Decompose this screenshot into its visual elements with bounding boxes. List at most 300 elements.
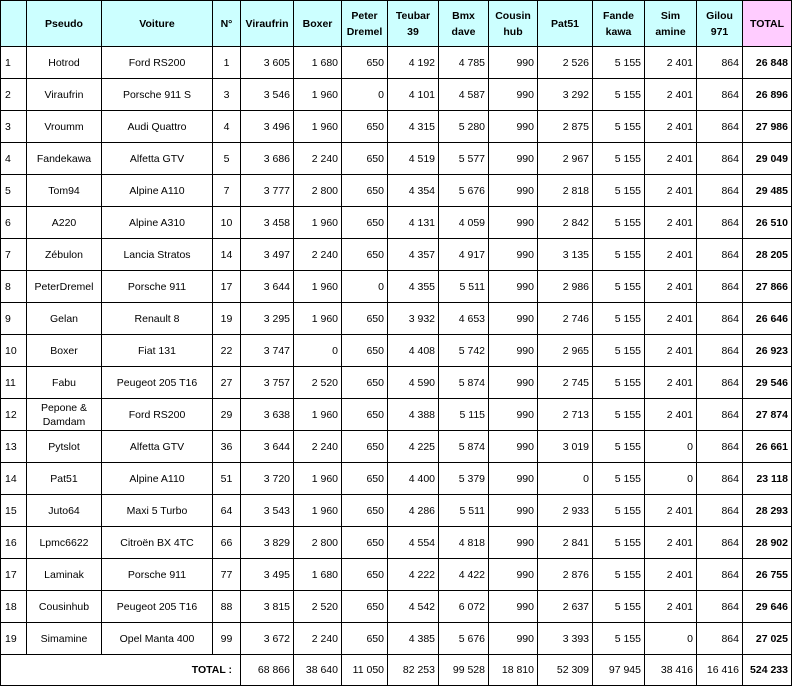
pat51-cell: 2 986: [538, 271, 593, 303]
sim-amine-cell: 2 401: [645, 559, 697, 591]
sim-amine-cell: 2 401: [645, 527, 697, 559]
pat51-cell: 2 965: [538, 335, 593, 367]
bmx-dave-cell: 5 379: [439, 463, 489, 495]
gilou971-total: 16 416: [697, 655, 743, 686]
viraufrin-total: 68 866: [241, 655, 294, 686]
car-cell: Ford RS200: [102, 47, 213, 79]
peter-dremel-cell: 650: [342, 623, 388, 655]
viraufrin-cell: 3 495: [241, 559, 294, 591]
peter-dremel-cell: 0: [342, 271, 388, 303]
rank-cell: 2: [1, 79, 27, 111]
car-cell: Lancia Stratos: [102, 239, 213, 271]
bmx-dave-cell: 5 874: [439, 367, 489, 399]
pseudo-cell: Boxer: [27, 335, 102, 367]
bmx-dave-header: Bmx dave: [439, 1, 489, 47]
viraufrin-cell: 3 543: [241, 495, 294, 527]
car-number-cell: 1: [213, 47, 241, 79]
bmx-dave-total: 99 528: [439, 655, 489, 686]
fande-kawa-cell: 5 155: [593, 239, 645, 271]
rank-cell: 19: [1, 623, 27, 655]
teubar39-total: 82 253: [388, 655, 439, 686]
cousin-hub-cell: 990: [489, 111, 538, 143]
pat51-cell: 2 842: [538, 207, 593, 239]
sim-amine-cell: 2 401: [645, 111, 697, 143]
total-cell: 26 646: [743, 303, 792, 335]
rank-cell: 17: [1, 559, 27, 591]
fande-kawa-cell: 5 155: [593, 303, 645, 335]
peter-dremel-cell: 650: [342, 527, 388, 559]
bmx-dave-cell: 5 511: [439, 271, 489, 303]
pseudo-cell: Fandekawa: [27, 143, 102, 175]
peter-dremel-cell: 650: [342, 591, 388, 623]
bmx-dave-cell: 5 676: [439, 623, 489, 655]
table-row: [1, 79, 792, 111]
total-cell: 23 118: [743, 463, 792, 495]
fande-kawa-cell: 5 155: [593, 47, 645, 79]
total-header: TOTAL: [743, 1, 792, 47]
sim-amine-cell: 0: [645, 431, 697, 463]
pseudo-cell: Hotrod: [27, 47, 102, 79]
bmx-dave-cell: 5 115: [439, 399, 489, 431]
sim-amine-cell: 2 401: [645, 303, 697, 335]
gilou971-header: Gilou 971: [697, 1, 743, 47]
peter-dremel-cell: 650: [342, 207, 388, 239]
teubar39-header: Teubar 39: [388, 1, 439, 47]
table-body: [1, 47, 792, 655]
pat51-cell: 3 135: [538, 239, 593, 271]
teubar39-cell: 4 542: [388, 591, 439, 623]
gilou971-cell: 864: [697, 591, 743, 623]
gilou971-cell: 864: [697, 239, 743, 271]
bmx-dave-cell: 5 874: [439, 431, 489, 463]
gilou971-cell: 864: [697, 495, 743, 527]
car-cell: Renault 8: [102, 303, 213, 335]
boxer-cell: 1 960: [294, 399, 342, 431]
car-number-cell: 3: [213, 79, 241, 111]
sim-amine-cell: 2 401: [645, 239, 697, 271]
pseudo-cell: Zébulon: [27, 239, 102, 271]
fande-kawa-cell: 5 155: [593, 367, 645, 399]
car-cell: Alpine A110: [102, 463, 213, 495]
viraufrin-cell: 3 458: [241, 207, 294, 239]
peter-dremel-header: Peter Dremel: [342, 1, 388, 47]
fande-kawa-cell: 5 155: [593, 623, 645, 655]
bmx-dave-cell: 5 577: [439, 143, 489, 175]
car-number-cell: 77: [213, 559, 241, 591]
teubar39-cell: 4 286: [388, 495, 439, 527]
viraufrin-cell: 3 829: [241, 527, 294, 559]
peter-dremel-cell: 650: [342, 399, 388, 431]
car-number-cell: 4: [213, 111, 241, 143]
totals-spacer: [1, 655, 27, 686]
peter-dremel-cell: 650: [342, 495, 388, 527]
viraufrin-cell: 3 757: [241, 367, 294, 399]
bmx-dave-cell: 5 511: [439, 495, 489, 527]
sim-amine-cell: 2 401: [645, 79, 697, 111]
car-cell: Opel Manta 400: [102, 623, 213, 655]
total-cell: 27 025: [743, 623, 792, 655]
cousin-hub-cell: 990: [489, 271, 538, 303]
fande-kawa-header: Fande kawa: [593, 1, 645, 47]
table-row: [1, 207, 792, 239]
car-cell: Alfetta GTV: [102, 143, 213, 175]
gilou971-cell: 864: [697, 463, 743, 495]
boxer-cell: 2 800: [294, 527, 342, 559]
viraufrin-cell: 3 644: [241, 271, 294, 303]
car-cell: Peugeot 205 T16: [102, 591, 213, 623]
pseudo-cell: Laminak: [27, 559, 102, 591]
teubar39-cell: 4 400: [388, 463, 439, 495]
teubar39-cell: 3 932: [388, 303, 439, 335]
pat51-cell: 2 933: [538, 495, 593, 527]
boxer-cell: 1 960: [294, 495, 342, 527]
teubar39-cell: 4 315: [388, 111, 439, 143]
cousin-hub-cell: 990: [489, 527, 538, 559]
viraufrin-cell: 3 638: [241, 399, 294, 431]
fande-kawa-cell: 5 155: [593, 591, 645, 623]
viraufrin-cell: 3 747: [241, 335, 294, 367]
pat51-cell: 2 875: [538, 111, 593, 143]
car-cell: Alpine A310: [102, 207, 213, 239]
peter-dremel-cell: 650: [342, 431, 388, 463]
rank-cell: 1: [1, 47, 27, 79]
pat51-cell: 3 019: [538, 431, 593, 463]
boxer-cell: 2 520: [294, 367, 342, 399]
boxer-cell: 0: [294, 335, 342, 367]
pseudo-cell: Vroumm: [27, 111, 102, 143]
teubar39-cell: 4 519: [388, 143, 439, 175]
pseudo-cell: PeterDremel: [27, 271, 102, 303]
viraufrin-cell: 3 644: [241, 431, 294, 463]
fande-kawa-cell: 5 155: [593, 431, 645, 463]
teubar39-cell: 4 388: [388, 399, 439, 431]
boxer-cell: 1 680: [294, 47, 342, 79]
cousin-hub-cell: 990: [489, 143, 538, 175]
pat51-cell: 0: [538, 463, 593, 495]
rank-cell: 3: [1, 111, 27, 143]
pat51-cell: 2 713: [538, 399, 593, 431]
table-row: [1, 47, 792, 79]
boxer-cell: 2 240: [294, 431, 342, 463]
gilou971-cell: 864: [697, 111, 743, 143]
total-cell: 26 848: [743, 47, 792, 79]
teubar39-cell: 4 355: [388, 271, 439, 303]
gilou971-cell: 864: [697, 559, 743, 591]
peter-dremel-cell: 650: [342, 559, 388, 591]
viraufrin-cell: 3 295: [241, 303, 294, 335]
fande-kawa-cell: 5 155: [593, 335, 645, 367]
gilou971-cell: 864: [697, 207, 743, 239]
pat51-cell: 2 841: [538, 527, 593, 559]
total-cell: 27 986: [743, 111, 792, 143]
sim-amine-cell: 0: [645, 463, 697, 495]
fande-kawa-cell: 5 155: [593, 495, 645, 527]
car-number-cell: 66: [213, 527, 241, 559]
teubar39-cell: 4 222: [388, 559, 439, 591]
total-cell: 28 205: [743, 239, 792, 271]
sim-amine-cell: 2 401: [645, 271, 697, 303]
table-row: [1, 431, 792, 463]
peter-dremel-cell: 650: [342, 335, 388, 367]
teubar39-cell: 4 101: [388, 79, 439, 111]
total-cell: 26 661: [743, 431, 792, 463]
rank-cell: 15: [1, 495, 27, 527]
car-number-cell: 64: [213, 495, 241, 527]
rank-cell: 6: [1, 207, 27, 239]
teubar39-cell: 4 408: [388, 335, 439, 367]
rank-cell: 4: [1, 143, 27, 175]
fande-kawa-cell: 5 155: [593, 175, 645, 207]
teubar39-cell: 4 354: [388, 175, 439, 207]
fande-kawa-cell: 5 155: [593, 399, 645, 431]
cousin-hub-cell: 990: [489, 431, 538, 463]
pat51-cell: 2 637: [538, 591, 593, 623]
car-cell: Porsche 911: [102, 271, 213, 303]
teubar39-cell: 4 192: [388, 47, 439, 79]
fande-kawa-cell: 5 155: [593, 463, 645, 495]
sim-amine-cell: 2 401: [645, 207, 697, 239]
car-number-cell: 14: [213, 239, 241, 271]
fande-kawa-cell: 5 155: [593, 79, 645, 111]
car-cell: Porsche 911: [102, 559, 213, 591]
viraufrin-header: Viraufrin: [241, 1, 294, 47]
peter-dremel-cell: 650: [342, 367, 388, 399]
totals-row: [1, 655, 792, 686]
car-cell: Ford RS200: [102, 399, 213, 431]
sim-amine-cell: 2 401: [645, 591, 697, 623]
car-cell: Peugeot 205 T16: [102, 367, 213, 399]
cousin-hub-cell: 990: [489, 175, 538, 207]
pseudo-cell: Simamine: [27, 623, 102, 655]
table-row: [1, 303, 792, 335]
viraufrin-cell: 3 720: [241, 463, 294, 495]
bmx-dave-cell: 4 422: [439, 559, 489, 591]
gilou971-cell: 864: [697, 47, 743, 79]
total-cell: 29 646: [743, 591, 792, 623]
table-row: [1, 271, 792, 303]
rank-cell: 8: [1, 271, 27, 303]
grand-total: 524 233: [743, 655, 792, 686]
bmx-dave-cell: 4 818: [439, 527, 489, 559]
boxer-cell: 2 240: [294, 623, 342, 655]
gilou971-cell: 864: [697, 271, 743, 303]
sim-amine-cell: 2 401: [645, 47, 697, 79]
pat51-cell: 3 393: [538, 623, 593, 655]
number-header: N°: [213, 1, 241, 47]
boxer-cell: 2 240: [294, 143, 342, 175]
cousin-hub-cell: 990: [489, 591, 538, 623]
boxer-cell: 1 960: [294, 303, 342, 335]
sim-amine-cell: 0: [645, 623, 697, 655]
sim-amine-cell: 2 401: [645, 495, 697, 527]
car-number-cell: 7: [213, 175, 241, 207]
total-cell: 27 874: [743, 399, 792, 431]
peter-dremel-cell: 0: [342, 79, 388, 111]
viraufrin-cell: 3 497: [241, 239, 294, 271]
pseudo-cell: Pytslot: [27, 431, 102, 463]
teubar39-cell: 4 385: [388, 623, 439, 655]
rank-cell: 14: [1, 463, 27, 495]
pat51-cell: 2 967: [538, 143, 593, 175]
cousin-hub-cell: 990: [489, 495, 538, 527]
boxer-cell: 1 680: [294, 559, 342, 591]
viraufrin-cell: 3 672: [241, 623, 294, 655]
car-cell: Porsche 911 S: [102, 79, 213, 111]
bmx-dave-cell: 4 917: [439, 239, 489, 271]
rank-header: [1, 1, 27, 47]
peter-dremel-cell: 650: [342, 463, 388, 495]
bmx-dave-cell: 5 676: [439, 175, 489, 207]
rank-cell: 12: [1, 399, 27, 431]
car-number-cell: 22: [213, 335, 241, 367]
boxer-header: Boxer: [294, 1, 342, 47]
peter-dremel-cell: 650: [342, 143, 388, 175]
total-cell: 26 896: [743, 79, 792, 111]
pat51-cell: 2 746: [538, 303, 593, 335]
bmx-dave-cell: 6 072: [439, 591, 489, 623]
gilou971-cell: 864: [697, 335, 743, 367]
rank-cell: 18: [1, 591, 27, 623]
gilou971-cell: 864: [697, 527, 743, 559]
voiture-header: Voiture: [102, 1, 213, 47]
table-row: [1, 335, 792, 367]
pseudo-cell: Pat51: [27, 463, 102, 495]
car-cell: Maxi 5 Turbo: [102, 495, 213, 527]
peter-dremel-cell: 650: [342, 175, 388, 207]
viraufrin-cell: 3 815: [241, 591, 294, 623]
rank-cell: 13: [1, 431, 27, 463]
bmx-dave-cell: 4 785: [439, 47, 489, 79]
table-row: [1, 111, 792, 143]
pseudo-cell: Tom94: [27, 175, 102, 207]
cousin-hub-cell: 990: [489, 463, 538, 495]
bmx-dave-cell: 4 587: [439, 79, 489, 111]
table-row: [1, 239, 792, 271]
table-row: [1, 559, 792, 591]
gilou971-cell: 864: [697, 399, 743, 431]
car-cell: Fiat 131: [102, 335, 213, 367]
boxer-cell: 1 960: [294, 79, 342, 111]
cousin-hub-cell: 990: [489, 47, 538, 79]
fande-kawa-cell: 5 155: [593, 111, 645, 143]
fande-kawa-cell: 5 155: [593, 207, 645, 239]
total-cell: 27 866: [743, 271, 792, 303]
boxer-cell: 1 960: [294, 207, 342, 239]
sim-amine-total: 38 416: [645, 655, 697, 686]
viraufrin-cell: 3 546: [241, 79, 294, 111]
pseudo-cell: A220: [27, 207, 102, 239]
pseudo-cell: Juto64: [27, 495, 102, 527]
car-number-cell: 17: [213, 271, 241, 303]
sim-amine-header: Sim amine: [645, 1, 697, 47]
cousin-hub-cell: 990: [489, 79, 538, 111]
pat51-cell: 2 745: [538, 367, 593, 399]
cousin-hub-cell: 990: [489, 559, 538, 591]
gilou971-cell: 864: [697, 79, 743, 111]
boxer-cell: 1 960: [294, 111, 342, 143]
sim-amine-cell: 2 401: [645, 399, 697, 431]
total-cell: 26 510: [743, 207, 792, 239]
cousin-hub-cell: 990: [489, 623, 538, 655]
cousin-hub-cell: 990: [489, 303, 538, 335]
boxer-cell: 2 240: [294, 239, 342, 271]
total-cell: 29 049: [743, 143, 792, 175]
pat51-cell: 2 526: [538, 47, 593, 79]
car-number-cell: 36: [213, 431, 241, 463]
table-row: [1, 399, 792, 431]
rank-cell: 9: [1, 303, 27, 335]
boxer-cell: 1 960: [294, 463, 342, 495]
boxer-cell: 2 800: [294, 175, 342, 207]
table-row: [1, 591, 792, 623]
car-cell: Alpine A110: [102, 175, 213, 207]
pat51-cell: 2 876: [538, 559, 593, 591]
total-cell: 29 546: [743, 367, 792, 399]
pseudo-header: Pseudo: [27, 1, 102, 47]
total-cell: 28 902: [743, 527, 792, 559]
gilou971-cell: 864: [697, 143, 743, 175]
bmx-dave-cell: 4 059: [439, 207, 489, 239]
cousin-hub-cell: 990: [489, 367, 538, 399]
car-number-cell: 5: [213, 143, 241, 175]
viraufrin-cell: 3 496: [241, 111, 294, 143]
gilou971-cell: 864: [697, 367, 743, 399]
sim-amine-cell: 2 401: [645, 335, 697, 367]
totals-label: TOTAL :: [27, 655, 241, 686]
car-number-cell: 10: [213, 207, 241, 239]
fande-kawa-cell: 5 155: [593, 271, 645, 303]
rank-cell: 11: [1, 367, 27, 399]
cousin-hub-cell: 990: [489, 399, 538, 431]
pat51-cell: 2 818: [538, 175, 593, 207]
car-cell: Audi Quattro: [102, 111, 213, 143]
car-number-cell: 29: [213, 399, 241, 431]
gilou971-cell: 864: [697, 175, 743, 207]
cousin-hub-cell: 990: [489, 207, 538, 239]
rank-cell: 10: [1, 335, 27, 367]
car-number-cell: 27: [213, 367, 241, 399]
pat51-total: 52 309: [538, 655, 593, 686]
table-row: [1, 175, 792, 207]
table-row: [1, 463, 792, 495]
car-cell: Citroën BX 4TC: [102, 527, 213, 559]
car-cell: Alfetta GTV: [102, 431, 213, 463]
teubar39-cell: 4 357: [388, 239, 439, 271]
fande-kawa-cell: 5 155: [593, 143, 645, 175]
car-number-cell: 51: [213, 463, 241, 495]
fande-kawa-total: 97 945: [593, 655, 645, 686]
peter-dremel-cell: 650: [342, 47, 388, 79]
cousin-hub-cell: 990: [489, 335, 538, 367]
header-row: [1, 1, 792, 47]
pseudo-cell: Fabu: [27, 367, 102, 399]
teubar39-cell: 4 590: [388, 367, 439, 399]
car-number-cell: 19: [213, 303, 241, 335]
viraufrin-cell: 3 686: [241, 143, 294, 175]
boxer-total: 38 640: [294, 655, 342, 686]
pseudo-cell: Cousinhub: [27, 591, 102, 623]
sim-amine-cell: 2 401: [645, 367, 697, 399]
cousin-hub-cell: 990: [489, 239, 538, 271]
total-cell: 28 293: [743, 495, 792, 527]
peter-dremel-cell: 650: [342, 111, 388, 143]
table-row: [1, 623, 792, 655]
viraufrin-cell: 3 777: [241, 175, 294, 207]
teubar39-cell: 4 225: [388, 431, 439, 463]
teubar39-cell: 4 554: [388, 527, 439, 559]
sim-amine-cell: 2 401: [645, 143, 697, 175]
cousin-hub-header: Cousin hub: [489, 1, 538, 47]
